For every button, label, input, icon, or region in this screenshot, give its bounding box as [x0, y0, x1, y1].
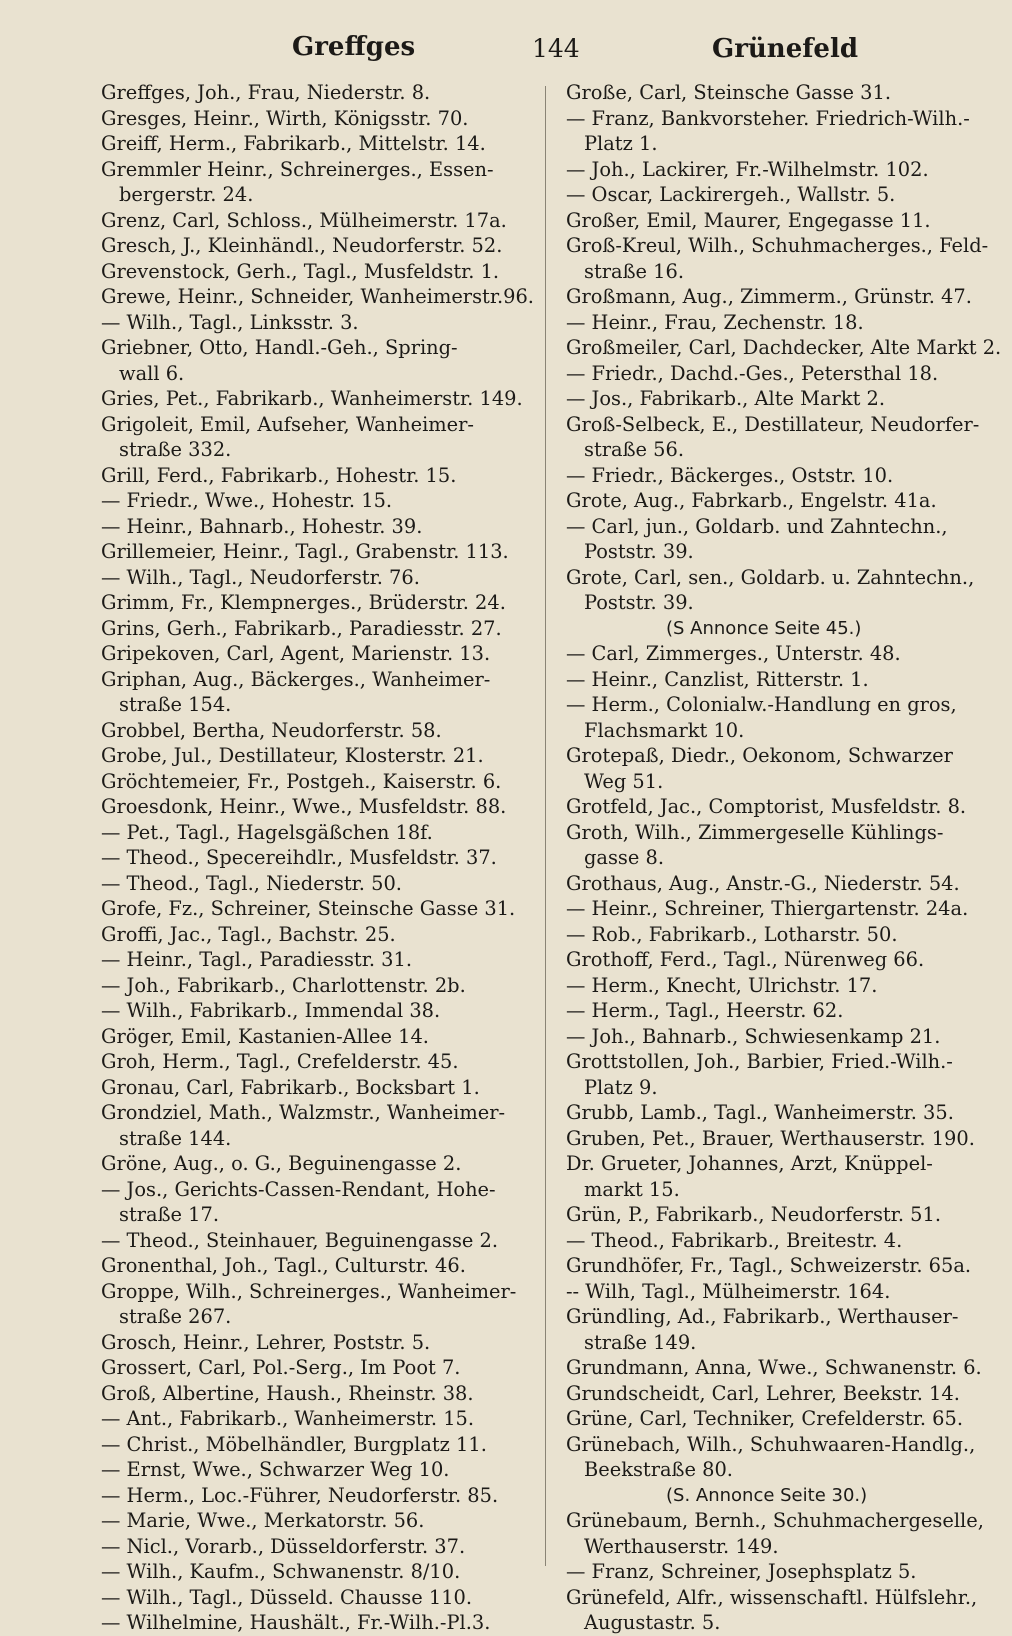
directory-entry: Gronenthal, Joh., Tagl., Culturstr. 46. — [101, 1254, 466, 1277]
directory-entry: Grobbel, Bertha, Neudorferstr. 58. — [101, 718, 442, 742]
directory-entry: — Franz, Bankvorsteher. Friedrich-Wilh.- — [566, 106, 970, 130]
entry-continuation: gasse 8. — [584, 846, 665, 869]
directory-entry: Grünebach, Wilh., Schuhwaaren-Handlg., — [566, 1432, 976, 1456]
directory-entry: Gröne, Aug., o. G., Beguinengasse 2. — [101, 1152, 462, 1175]
directory-entry: — Wilhelmine, Haushält., Fr.-Wilh.-Pl.3. — [101, 1611, 491, 1634]
directory-entry: — Theod., Steinhauer, Beguinengasse 2. — [101, 1228, 499, 1252]
directory-entry: Grote, Aug., Fabrkarb., Engelstr. 41a. — [566, 489, 937, 512]
entry-continuation: Werthauserstr. 149. — [584, 1534, 779, 1558]
directory-entry: Greffges, Joh., Frau, Niederstr. 8. — [101, 81, 431, 104]
directory-entry: Griphan, Aug., Bäckerges., Wanheimer- — [101, 667, 491, 691]
directory-entry: — Theod., Specereihdlr., Musfeldstr. 37. — [101, 846, 497, 869]
entry-continuation: Poststr. 39. — [584, 591, 694, 614]
directory-entry: Gruben, Pet., Brauer, Werthauserstr. 190. — [566, 1126, 975, 1150]
directory-entry: Grundmann, Anna, Wwe., Schwanenstr. 6. — [566, 1356, 982, 1379]
directory-entry: Groh, Herm., Tagl., Crefelderstr. 45. — [101, 1050, 459, 1073]
directory-entry: Große, Carl, Steinsche Gasse 31. — [566, 81, 891, 104]
entry-continuation: Weg 51. — [584, 769, 664, 793]
directory-entry: — Heinr., Frau, Zechenstr. 18. — [566, 310, 864, 334]
directory-entry: Grote, Carl, sen., Goldarb. u. Zahntechn., — [566, 565, 975, 589]
directory-entry: — Wilh., Tagl., Düsseld. Chausse 110. — [101, 1585, 473, 1609]
directory-entry: — Oscar, Lackirergeh., Wallstr. 5. — [566, 183, 896, 206]
directory-entry: Dr. Grueter, Johannes, Arzt, Knüppel- — [566, 1152, 933, 1175]
directory-entry: Grimm, Fr., Klempnerges., Brüderstr. 24. — [101, 591, 506, 614]
directory-entry: Gremmler Heinr., Schreinerges., Essen- — [101, 157, 494, 181]
directory-entry: Grevenstock, Gerh., Tagl., Musfeldstr. 1. — [101, 259, 500, 283]
directory-entry: — Friedr., Wwe., Hohestr. 15. — [101, 489, 393, 512]
directory-entry: — Carl, Zimmerges., Unterstr. 48. — [566, 642, 901, 665]
entry-continuation: Flachsmarkt 10. — [584, 718, 745, 742]
directory-entry: — Herm., Colonialw.-Handlung en gros, — [566, 693, 957, 716]
directory-entry: — Wilh., Tagl., Neudorferstr. 76. — [101, 565, 420, 589]
directory-entry: — Friedr., Dachd.-Ges., Petersthal 18. — [566, 361, 939, 385]
entry-continuation: straße 267. — [119, 1305, 232, 1328]
directory-entry: — Rob., Fabrikarb., Lotharstr. 50. — [566, 922, 898, 946]
directory-entry: Grosch, Heinr., Lehrer, Poststr. 5. — [101, 1330, 431, 1354]
directory-entry: — Ernst, Wwe., Schwarzer Weg 10. — [101, 1458, 450, 1481]
directory-entry: Groppe, Wilh., Schreinerges., Wanheimer- — [101, 1279, 517, 1303]
directory-entry: Grill, Ferd., Fabrikarb., Hohestr. 15. — [101, 463, 457, 487]
directory-entry: Griebner, Otto, Handl.-Geh., Spring- — [101, 336, 458, 359]
directory-entry: Grofe, Fz., Schreiner, Steinsche Gasse 31. — [101, 897, 516, 920]
directory-entry: Grüne, Carl, Techniker, Crefelderstr. 65. — [566, 1407, 964, 1430]
running-head-left: Greffges — [292, 32, 416, 62]
entry-continuation: straße 149. — [584, 1330, 697, 1354]
entry-continuation: bergerstr. 24. — [119, 183, 254, 206]
directory-entry: — Heinr., Tagl., Paradiesstr. 31. — [101, 948, 413, 971]
directory-entry: — Carl, jun., Goldarb. und Zahntechn., — [566, 514, 948, 538]
column-divider — [545, 86, 546, 1566]
directory-entry: Groffi, Jac., Tagl., Bachstr. 25. — [101, 922, 396, 946]
directory-entry: — Ant., Fabrikarb., Wanheimerstr. 15. — [101, 1407, 475, 1430]
directory-entry: Groß, Albertine, Haush., Rheinstr. 38. — [101, 1381, 474, 1405]
directory-entry: — Wilh., Kaufm., Schwanenstr. 8/10. — [101, 1560, 461, 1583]
directory-entry: — Joh., Bahnarb., Schwiesenkamp 21. — [566, 1024, 941, 1048]
left-column — [101, 80, 549, 1636]
entry-continuation: wall 6. — [119, 361, 185, 385]
directory-entry: Grünebaum, Bernh., Schuhmachergeselle, — [566, 1509, 984, 1532]
right-column — [566, 80, 1012, 1636]
directory-entry: — Franz, Schreiner, Josephsplatz 5. — [566, 1560, 917, 1583]
annonce-note: (S Annonce Seite 45.) — [666, 617, 862, 639]
directory-entry: — Marie, Wwe., Merkatorstr. 56. — [101, 1509, 425, 1532]
entry-continuation: Platz 1. — [584, 132, 658, 155]
directory-entry: — Herm., Knecht, Ulrichstr. 17. — [566, 973, 878, 997]
directory-entry: — Herm., Loc.-Führer, Neudorferstr. 85. — [101, 1483, 499, 1507]
directory-entry: Grigoleit, Emil, Aufseher, Wanheimer- — [101, 412, 474, 436]
directory-entry: Gries, Pet., Fabrikarb., Wanheimerstr. 149. — [101, 387, 523, 410]
directory-entry: — Heinr., Schreiner, Thiergartenstr. 24a. — [566, 897, 969, 920]
directory-entry: Grothaus, Aug., Anstr.-G., Niederstr. 54. — [566, 871, 960, 895]
directory-entry: Groß-Selbeck, E., Destillateur, Neudorfer- — [566, 412, 980, 436]
entry-continuation: straße 56. — [584, 438, 685, 461]
directory-entry: — Joh., Fabrikarb., Charlottenstr. 2b. — [101, 973, 466, 997]
directory-entry: — Joh., Lackirer, Fr.-Wilhelmstr. 102. — [566, 157, 929, 181]
directory-entry: — Heinr., Bahnarb., Hohestr. 39. — [101, 514, 423, 538]
directory-entry: -- Wilh, Tagl., Mülheimerstr. 164. — [566, 1279, 891, 1303]
directory-entry: Grottstollen, Joh., Barbier, Fried.-Wilh.- — [566, 1050, 953, 1073]
directory-entry: Grotepaß, Diedr., Oekonom, Schwarzer — [566, 744, 953, 767]
directory-entry: Greiff, Herm., Fabrikarb., Mittelstr. 14. — [101, 132, 486, 155]
directory-entry: Grewe, Heinr., Schneider, Wanheimerstr.96. — [101, 285, 534, 308]
directory-entry: Grünefeld, Alfr., wissenschaftl. Hülfslehr., — [566, 1585, 978, 1609]
directory-entry: Groesdonk, Heinr., Wwe., Musfeldstr. 88. — [101, 795, 507, 818]
directory-entry: Grothoff, Ferd., Tagl., Nürenweg 66. — [566, 948, 925, 971]
directory-entry: — Wilh., Tagl., Linksstr. 3. — [101, 310, 359, 334]
directory-entry: — Pet., Tagl., Hagelsgäßchen 18f. — [101, 820, 433, 844]
directory-entry: — Nicl., Vorarb., Düsseldorferstr. 37. — [101, 1534, 466, 1558]
directory-entry: Gripekoven, Carl, Agent, Marienstr. 13. — [101, 642, 491, 665]
directory-entry: — Heinr., Canzlist, Ritterstr. 1. — [566, 667, 869, 691]
directory-entry: Grins, Gerh., Fabrikarb., Paradiesstr. 27. — [101, 616, 502, 640]
annonce-note: (S. Annonce Seite 30.) — [666, 1484, 868, 1506]
directory-entry: — Jos., Fabrikarb., Alte Markt 2. — [566, 387, 886, 410]
page-number: 144 — [532, 34, 580, 63]
entry-continuation: Poststr. 39. — [584, 540, 694, 563]
directory-entry: Großmeiler, Carl, Dachdecker, Alte Markt 2. — [566, 336, 1002, 359]
directory-entry: — Friedr., Bäckerges., Oststr. 10. — [566, 463, 894, 487]
directory-entry: Gresch, J., Kleinhändl., Neudorferstr. 52. — [101, 234, 503, 257]
directory-entry: Groth, Wilh., Zimmergeselle Kühlings- — [566, 820, 944, 844]
directory-entry: — Herm., Tagl., Heerstr. 62. — [566, 999, 844, 1022]
directory-entry: Grundhöfer, Fr., Tagl., Schweizerstr. 65a. — [566, 1254, 972, 1277]
entry-continuation: straße 154. — [119, 693, 232, 716]
running-head-right: Grünefeld — [712, 34, 859, 64]
directory-entry: Gronau, Carl, Fabrikarb., Bocksbart 1. — [101, 1075, 480, 1099]
directory-entry: Grün, P., Fabrikarb., Neudorferstr. 51. — [566, 1203, 941, 1226]
entry-continuation: Beekstraße 80. — [584, 1458, 733, 1481]
directory-entry: Grillemeier, Heinr., Tagl., Grabenstr. 113. — [101, 540, 509, 563]
directory-entry: Gröchtemeier, Fr., Postgeh., Kaiserstr. 6. — [101, 769, 502, 793]
directory-entry: Grossert, Carl, Pol.-Serg., Im Poot 7. — [101, 1356, 461, 1379]
directory-entry: Großmann, Aug., Zimmerm., Grünstr. 47. — [566, 285, 972, 308]
directory-entry: Grobe, Jul., Destillateur, Klosterstr. 21. — [101, 744, 484, 767]
directory-entry: Groß-Kreul, Wilh., Schuhmacherges., Feld- — [566, 234, 989, 257]
entry-continuation: Platz 9. — [584, 1075, 658, 1099]
directory-entry: Großer, Emil, Maurer, Engegasse 11. — [566, 208, 931, 232]
directory-entry: — Christ., Möbelhändler, Burgplatz 11. — [101, 1432, 487, 1456]
directory-entry: Grenz, Carl, Schloss., Mülheimerstr. 17a. — [101, 208, 507, 232]
directory-entry: — Wilh., Fabrikarb., Immendal 38. — [101, 999, 441, 1022]
entry-continuation: Augustastr. 5. — [584, 1611, 721, 1634]
directory-entry: — Jos., Gerichts-Cassen-Rendant, Hohe- — [101, 1177, 496, 1201]
directory-entry: Gresges, Heinr., Wirth, Königsstr. 70. — [101, 106, 469, 130]
directory-entry: — Theod., Tagl., Niederstr. 50. — [101, 871, 402, 895]
directory-entry: Grondziel, Math., Walzmstr., Wanheimer- — [101, 1101, 506, 1124]
directory-entry: Grundscheidt, Carl, Lehrer, Beekstr. 14. — [566, 1381, 960, 1405]
directory-entry: Gröger, Emil, Kastanien-Allee 14. — [101, 1024, 429, 1048]
entry-continuation: straße 16. — [584, 259, 685, 283]
directory-entry: Grotfeld, Jac., Comptorist, Musfeldstr. 8. — [566, 795, 967, 818]
entry-continuation: straße 17. — [119, 1203, 220, 1226]
entry-continuation: straße 144. — [119, 1126, 232, 1150]
entry-continuation: markt 15. — [584, 1177, 680, 1201]
entry-continuation: straße 332. — [119, 438, 232, 461]
directory-entry: Grubb, Lamb., Tagl., Wanheimerstr. 35. — [566, 1101, 954, 1124]
directory-entry: — Theod., Fabrikarb., Breitestr. 4. — [566, 1228, 903, 1252]
directory-entry: Gründling, Ad., Fabrikarb., Werthauser- — [566, 1305, 959, 1328]
